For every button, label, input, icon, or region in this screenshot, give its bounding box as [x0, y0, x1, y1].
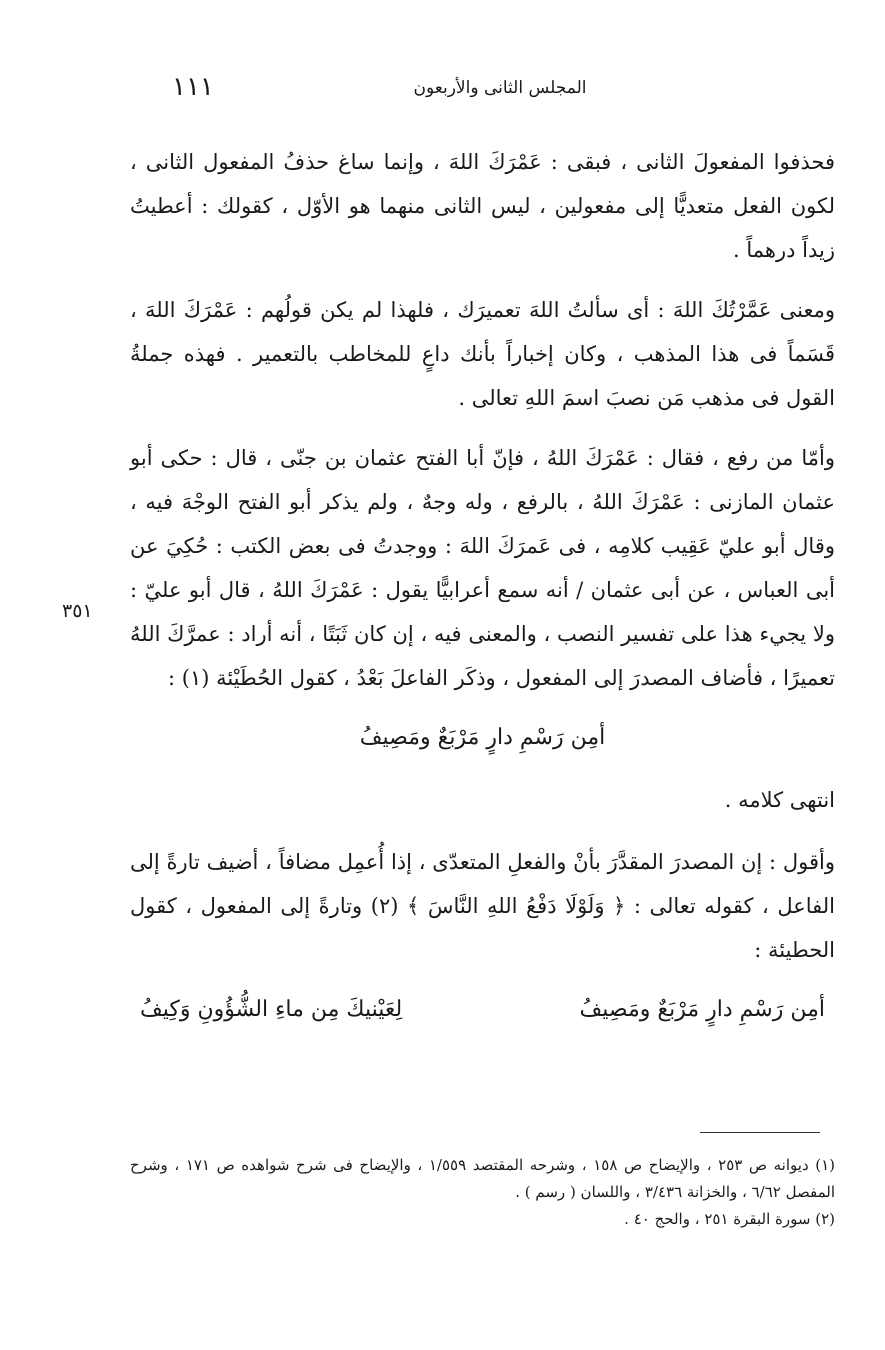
main-text	[130, 140, 835, 1050]
footnotes	[130, 1152, 835, 1233]
paragraph-1: فحذفوا المفعولَ الثانى ، فبقى : عَمْرَكَ اللهَ ، وإنما ساغ حذفُ المفعول الثانى ، لكون الفعل متعديًّا إلى مفعولين ، ليس الثانى منهما هو الأوّل ، كقولك : أعطيتُ زيداً درهماً .	[130, 150, 835, 262]
paragraph-2: ومعنى عَمَّرْتُكَ اللهَ : أى سألتُ اللهَ تعميرَك ، فلهذا لم يكن قولُهم : عَمْرَكَ اللهَ ، قَسَماً فى هذا المذهب ، وكان إخباراً بأنك داعٍ للمخاطب بالتعمير . فهذه جملةُ القول فى مذهب مَن نصبَ اسمَ اللهِ تعالى .	[130, 298, 835, 410]
footnote-separator	[700, 1132, 820, 1133]
paragraph-4: وأقول : إن المصدرَ المقدَّرَ بأنْ والفعلِ المتعدّى ، إذا أُعمِل مضافاً ، أضيف تارةً إلى الفاعل ، كقوله تعالى : ﴿ وَلَوْلَا دَفْعُ اللهِ النَّاسَ ﴾ (٢) وتارةً إلى المفعول ، كقول الحطيئة :	[130, 850, 836, 962]
footnote-1: (١) ديوانه ص ٢٥٣ ، والإيضاح ص ١٥٨ ، وشرحه المقتصد ١/٥٥٩ ، والإيضاح فى شرح شواهده ص ١٧١ ، وشرح المفصل ٦/٦٢ ، والخزانة ٣/٤٣٦ ، واللسان ( رسم ) .	[130, 1156, 835, 1201]
footnote-2: (٢) سورة البقرة ٢٥١ ، والحج ٤٠ .	[624, 1210, 835, 1228]
end-of-quote: انتهى كلامه .	[724, 788, 835, 812]
verse-full-line	[130, 988, 835, 1032]
verse-first-hemistich: أمِن رَسْمِ دارٍ مَرْبَعٌ ومَصِيفُ	[579, 997, 825, 1022]
verse-second-hemistich: لِعَيْنيكَ مِن ماءِ الشُّؤُونِ وَكِيفُ	[140, 997, 403, 1022]
margin-page-reference: ٣٥١	[62, 600, 93, 622]
running-title: المجلس الثانى والأربعون	[413, 78, 587, 98]
paragraph-3: وأمّا من رفع ، فقال : عَمْرَكَ اللهُ ، فإنّ أبا الفتح عثمان بن جنّى ، قال : حكى أبو عثمان المازنى : عَمْرَكَ اللهُ ، بالرفع ، وله وجهٌ ، ولم يذكر أبو الفتح الوجْهَ فيه ، وقال أبو عليّ عَقِيب كلامِه ، فى عَمرَكَ اللهَ : ووجدتُ فى بعض الكتب : حُكِيَ عن أبى العباس ، عن أبى عثمان / أنه سمع أعرابيًّا يقول : عَمْرَكَ اللهُ ، قال أبو عليّ : ولا يجيء هذا على تفسير النصب ، والمعنى فيه ، إن كان ثَبَتًا ، أنه أراد : عمرَّكَ اللهُ تعميرًا ، فأضاف المصدرَ إلى المفعول ، وذكَر الفاعلَ بَعْدُ ، كقول الحُطَيْئة (١) :	[130, 446, 835, 690]
page-number: ١١١	[172, 72, 214, 102]
page-header	[150, 72, 760, 112]
verse-hemistich: أمِن رَسْمِ دارٍ مَرْبَعٌ ومَصِيفُ	[359, 725, 606, 750]
